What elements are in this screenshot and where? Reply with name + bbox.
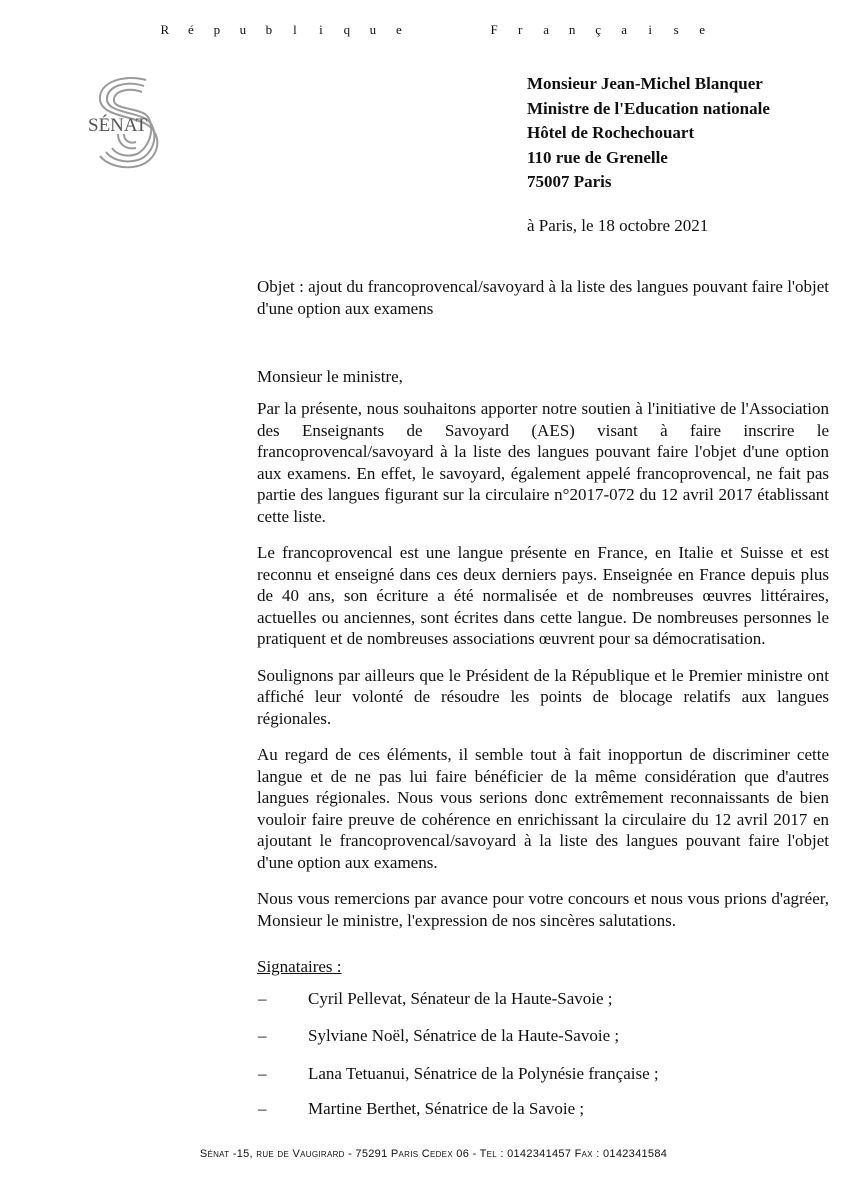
letter-body xyxy=(257,398,829,946)
signatory-text: Lana Tetuanui, Sénatrice de la Polynésie française ; xyxy=(308,1064,659,1083)
senat-logo-icon xyxy=(84,72,184,172)
signatory-item xyxy=(258,989,613,1009)
signatories-title: Signataires : xyxy=(257,957,342,976)
addressee-building: Hôtel de Rochechouart xyxy=(527,123,695,142)
body-paragraph: Soulignons par ailleurs que le Président de la République et le Premier ministre ont affiché leur volonté de résoudre les points de blocage relatifs aux langues régionales. xyxy=(257,665,829,728)
dash-bullet: – xyxy=(258,1099,267,1118)
header-letter: a xyxy=(621,22,628,37)
header-letter: é xyxy=(187,22,194,37)
header-word-republique xyxy=(152,22,412,38)
greeting: Monsieur le ministre, xyxy=(257,367,403,386)
signatory-item xyxy=(258,1099,584,1119)
dash-bullet: – xyxy=(258,1026,267,1045)
header-letter: i xyxy=(319,22,323,37)
body-paragraph: Au regard de ces éléments, il semble tout à fait inopportun de discriminer cette langue et de ne pas lui faire bénéficier de la même considération que d'autres langues régionales. Nous vous serions donc extrêmement reconnaissants de bien vouloir faire preuve de cohérence en enrichissant la circulaire du 12 avril 2017 en ajoutant le francoprovencal/savoyard à la liste des langues pouvant faire l'objet d'une option aux examens. xyxy=(257,745,829,872)
header-letter: e xyxy=(395,22,402,37)
header-letter: r xyxy=(517,22,523,37)
addressee-name: Monsieur Jean-Michel Blanquer xyxy=(527,74,763,93)
signatory-text: Sylviane Noël, Sénatrice de la Haute-Savoie ; xyxy=(308,1026,620,1045)
addressee-block xyxy=(527,72,770,195)
header-letter: u xyxy=(239,22,247,37)
header-word-francaise xyxy=(481,22,715,38)
body-paragraph: Par la présente, nous souhaitons apporter notre soutien à l'initiative de l'Association des Enseignants de Savoyard (AES) visant à faire inscrire le francoprovencal/savoyard à la liste des langues pouvant faire l'objet d'une option aux examens. En effet, le savoyard, également appelé francoprovencal, ne fait pas partie des langues figurant sur la circulaire n°2017-072 du 12 avril 2017 établissant cette liste. xyxy=(257,399,829,526)
header-letter: s xyxy=(673,22,679,37)
footer-address: Sénat -15, rue de Vaugirard - 75291 Paris Cedex 06 - Tel : 0142341457 Fax : 0142341584 xyxy=(199,1148,668,1160)
body-paragraph: Le francoprovencal est une langue présente en France, en Italie et Suisse et est reconnu et enseigné dans ces deux derniers pays. Enseignée en France depuis plus de 40 ans, son écriture a été normalisée et de nombreuses œuvres littéraires, actuelles ou anciennes, sont écrites dans cette langue. De nombreuses personnes le pratiquent et de nombreuses associations œuvrent pour sa démocratisation. xyxy=(257,543,829,648)
addressee-street: 110 rue de Grenelle xyxy=(527,147,668,167)
header-letter: ç xyxy=(595,22,602,37)
header-letter: q xyxy=(343,22,351,37)
header-letter: i xyxy=(648,22,652,37)
addressee-city: 75007 Paris xyxy=(527,172,612,191)
addressee-title: Ministre de l'Education nationale xyxy=(527,98,770,118)
header-letter: e xyxy=(699,22,706,37)
signatory-item xyxy=(258,1064,659,1084)
header-letter: u xyxy=(369,22,377,37)
header-letter: p xyxy=(213,22,221,37)
header-letter: a xyxy=(543,22,550,37)
header-letter: F xyxy=(490,22,498,37)
body-paragraph: Nous vous remercions par avance pour votre concours et nous vous prions d'agréer, Monsieur le ministre, l'expression de nos sincères salutations. xyxy=(257,889,829,930)
signatory-text: Cyril Pellevat, Sénateur de la Haute-Savoie ; xyxy=(308,989,613,1008)
header-letter: l xyxy=(293,22,297,37)
republique-francaise-header xyxy=(0,22,867,38)
dash-bullet: – xyxy=(258,1064,267,1083)
senat-logo-text: SÉNAT xyxy=(88,115,148,136)
signatory-item xyxy=(258,1026,619,1046)
letter-date: à Paris, le 18 octobre 2021 xyxy=(527,216,709,235)
header-letter: n xyxy=(568,22,576,37)
letter-object: Objet : ajout du francoprovencal/savoyard à la liste des langues pouvant faire l'objet d'une option aux examens xyxy=(257,277,829,318)
header-letter: R xyxy=(160,22,170,37)
header-letter: b xyxy=(265,22,273,37)
dash-bullet: – xyxy=(258,989,267,1008)
senat-logo xyxy=(84,72,184,172)
signatory-text: Martine Berthet, Sénatrice de la Savoie ; xyxy=(308,1099,585,1118)
